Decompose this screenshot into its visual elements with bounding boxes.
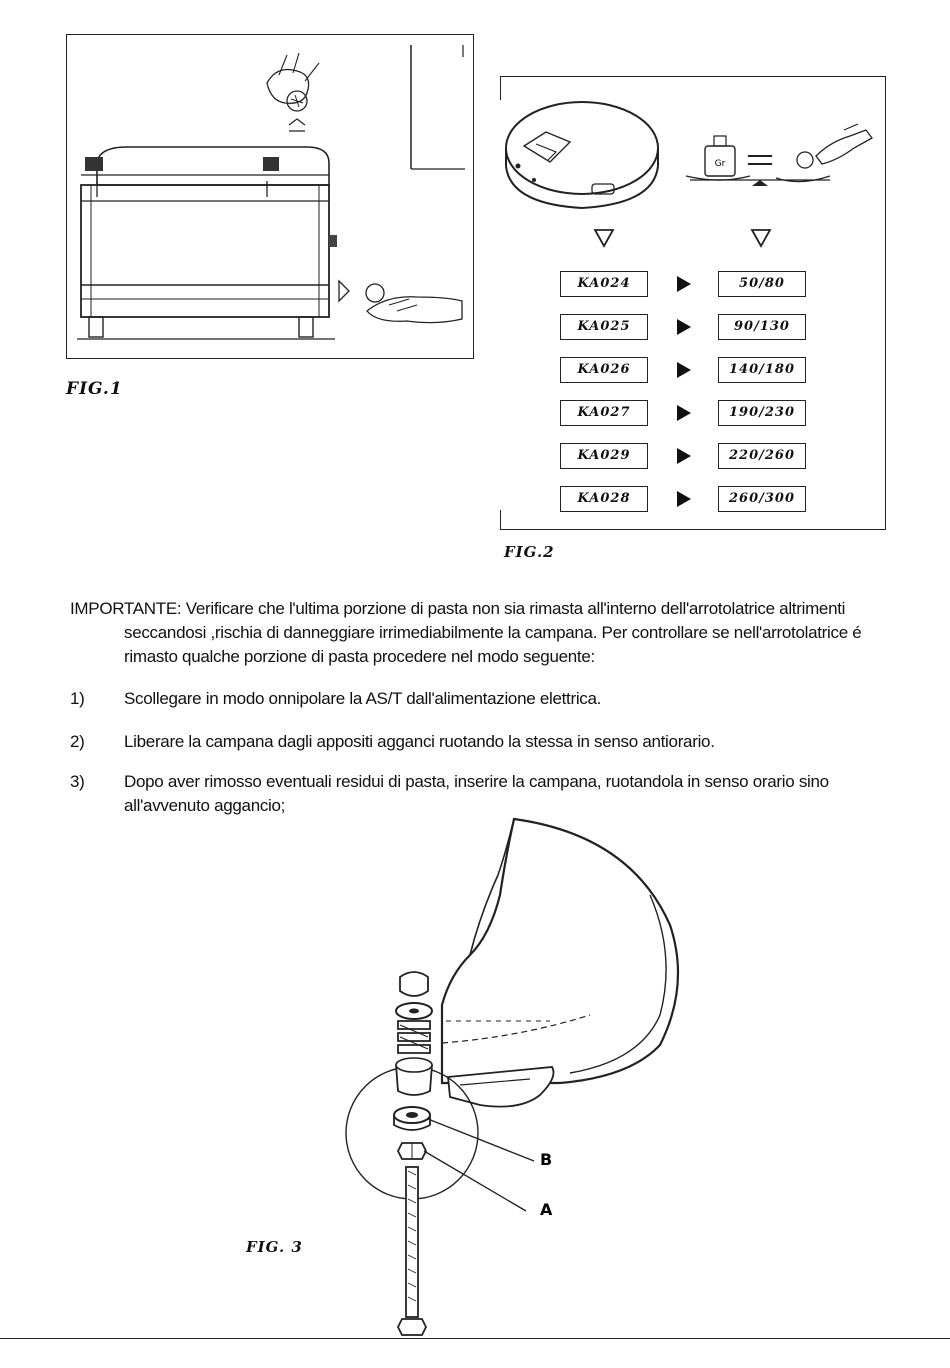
weight-range: 220/260 xyxy=(718,443,806,469)
important-text: IMPORTANTE: Verificare che l'ultima porzione di pasta non sia rimasta all'interno dell'arrotolatrice altrimenti seccandosi ,rischia di danneggiare irrimediabilmente la campana. Per controllare se nell'arrotolatrice é rimasto qualche porzione di pasta procedere nel modo seguente: xyxy=(70,599,862,666)
step-number: 3) xyxy=(70,772,85,791)
figure-3-caption: FIG. 3 xyxy=(246,1238,303,1256)
scale-weight-label: Gr xyxy=(714,159,726,169)
arrow-right-icon xyxy=(677,319,691,335)
step-number: 2) xyxy=(70,732,85,751)
arrow-right-icon xyxy=(677,491,691,507)
figure-1-caption: FIG.1 xyxy=(66,379,123,399)
step-text: Scollegare in modo onnipolare la AS/T dall'alimentazione elettrica. xyxy=(124,689,602,708)
bottom-rule xyxy=(0,1338,950,1339)
step-3 xyxy=(70,770,900,818)
weight-range: 50/80 xyxy=(718,271,806,297)
step-text: Dopo aver rimosso eventuali residui di pasta, inserire la campana, ruotandola in senso orario sino all'avvenuto aggancio; xyxy=(124,772,829,815)
label-a: A xyxy=(540,1200,553,1219)
weight-range: 90/130 xyxy=(718,314,806,340)
step-1 xyxy=(70,687,900,711)
model-code: KA024 xyxy=(560,271,648,297)
arrow-right-icon xyxy=(677,362,691,378)
step-number: 1) xyxy=(70,689,85,708)
arrow-right-icon xyxy=(677,405,691,421)
dough-rounder-machine-illustration xyxy=(67,35,472,357)
arrow-right-icon xyxy=(677,448,691,464)
bell-assembly-exploded-illustration xyxy=(330,815,700,1340)
label-b: B xyxy=(540,1150,553,1169)
arrow-right-icon xyxy=(677,276,691,292)
weight-range: 140/180 xyxy=(718,357,806,383)
bell-and-scale-illustration xyxy=(500,76,886,256)
model-code: KA028 xyxy=(560,486,648,512)
figure-2-caption: FIG.2 xyxy=(504,543,555,561)
step-2 xyxy=(70,730,900,754)
model-code: KA029 xyxy=(560,443,648,469)
model-code: KA026 xyxy=(560,357,648,383)
weight-range: 260/300 xyxy=(718,486,806,512)
model-code: KA027 xyxy=(560,400,648,426)
step-text: Liberare la campana dagli appositi agganci ruotando la stessa in senso antiorario. xyxy=(124,732,715,751)
model-code: KA025 xyxy=(560,314,648,340)
weight-range: 190/230 xyxy=(718,400,806,426)
important-note xyxy=(70,597,900,669)
figure-1-frame xyxy=(66,34,474,359)
